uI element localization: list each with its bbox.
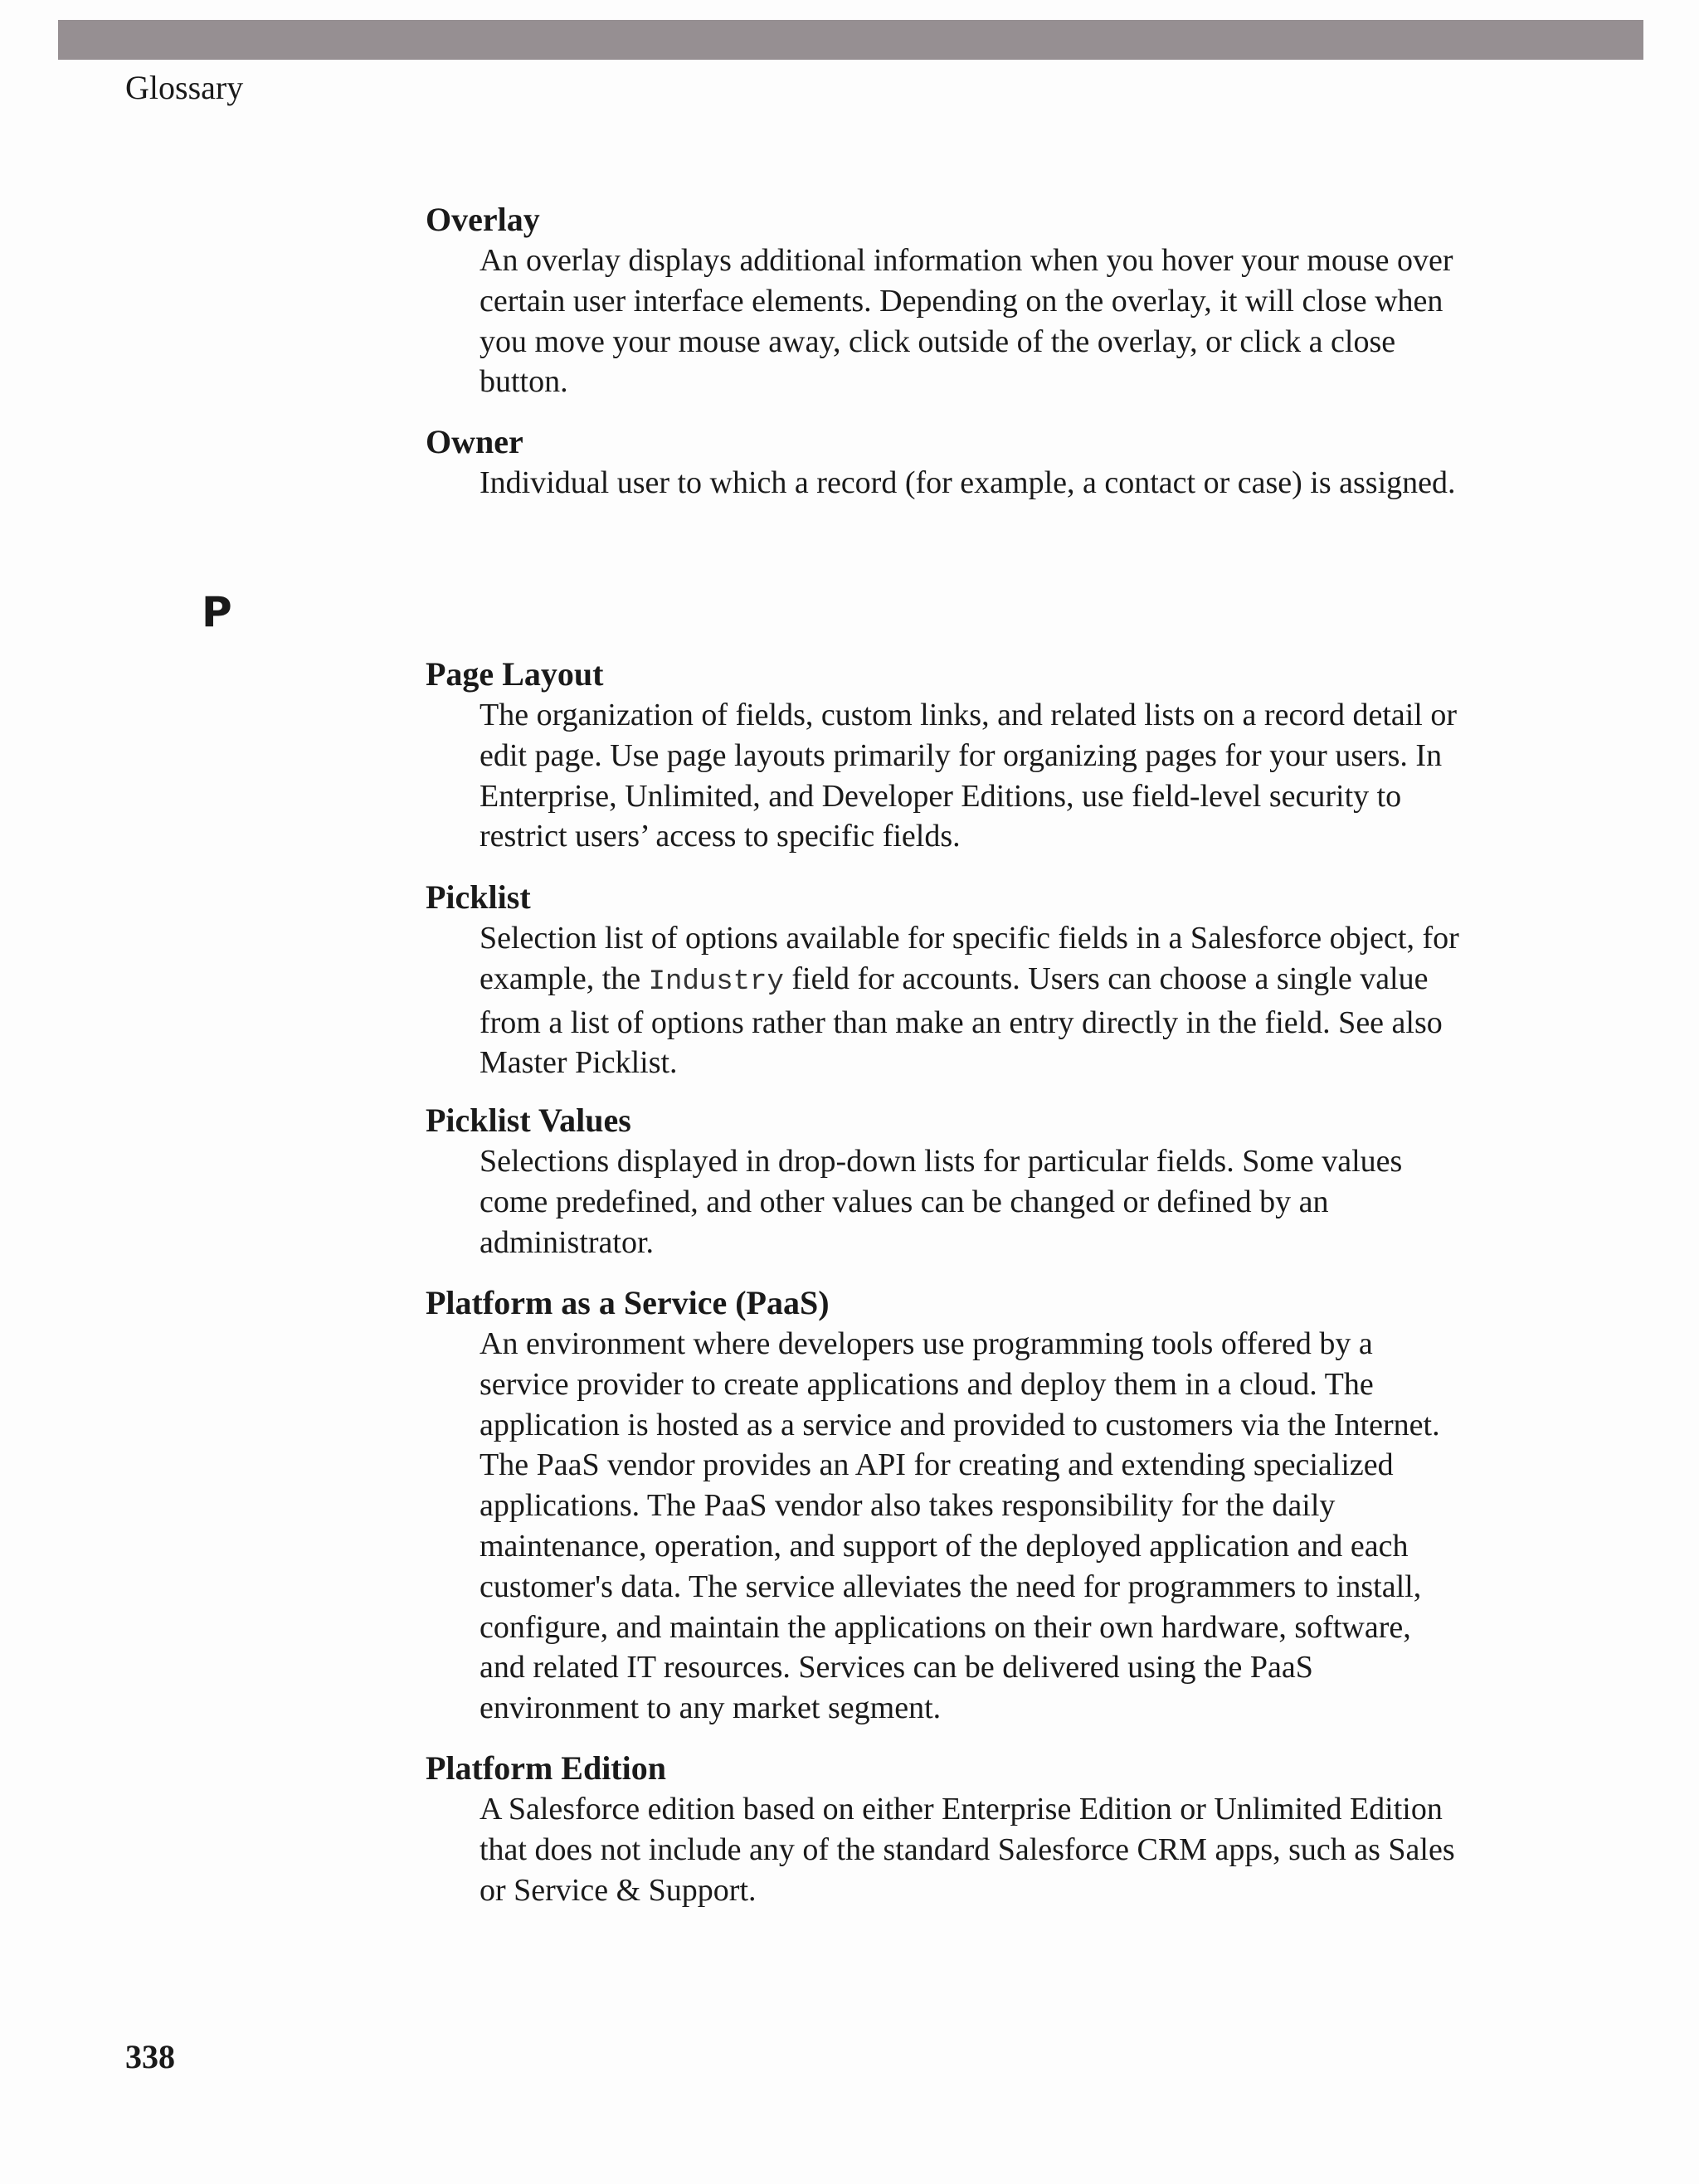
- glossary-entry-overlay: [426, 199, 1463, 402]
- glossary-entry-picklist: [426, 877, 1463, 1083]
- entry-definition: The organization of fields, custom links, and related lists on a record detail or edit page. Use page layouts primarily for organizing pages for your users. In Enterprise, Unlimited, and Developer Editions, use field-level security to restrict users’ access to specific fields.: [480, 698, 1458, 854]
- entry-term: Platform Edition: [426, 1749, 666, 1787]
- entry-term: Picklist Values: [426, 1102, 631, 1139]
- page-number: 338: [125, 2038, 175, 2075]
- glossary-entry-picklist-values: [426, 1100, 1463, 1262]
- entry-definition: Individual user to which a record (for example, a contact or case) is assigned.: [480, 465, 1456, 500]
- glossary-entry-owner: [426, 421, 1463, 503]
- code-term: Industry: [648, 966, 784, 998]
- entry-term: Page Layout: [426, 655, 604, 693]
- running-head: Glossary: [125, 69, 244, 106]
- glossary-entry-page-layout: [426, 654, 1463, 857]
- entry-definition: [480, 918, 1463, 1083]
- glossary-entry-platform-edition: [426, 1748, 1463, 1910]
- section-letter: P: [202, 588, 232, 636]
- entry-term: Overlay: [426, 201, 540, 238]
- entry-term: Owner: [426, 423, 523, 460]
- entry-definition: An environment where developers use programming tools offered by a service provider to create applications and deploy them in a cloud. The application is hosted as a service and provided to customers via the Internet. The PaaS vendor provides an API for creating and extending specialized applications. The PaaS vendor also takes responsibility for the daily maintenance, operation, and support of the deployed application and each customer's data. The service alleviates the need for programmers to install, configure, and maintain the applications on their own hardware, software, and related IT resources. Services can be delivered using the PaaS environment to any market segment.: [480, 1326, 1440, 1726]
- entry-term: Picklist: [426, 878, 531, 916]
- definition-text: Selection list of options available for specific fields in a Salesforce object, for example, the: [480, 921, 1459, 996]
- entry-definition: A Salesforce edition based on either Enterprise Edition or Unlimited Edition that does not include any of the standard Salesforce CRM apps, such as Sales or Service & Support.: [480, 1792, 1455, 1908]
- header-rule: [58, 20, 1643, 60]
- glossary-entry-paas: [426, 1282, 1463, 1729]
- entry-definition: Selections displayed in drop-down lists for particular fields. Some values come predefined, and other values can be changed or defined by an administrator.: [480, 1144, 1403, 1260]
- definition-text: field for accounts. Users can choose a single value from a list of options rather than make an entry directly in the field. See also Master Picklist.: [480, 961, 1443, 1081]
- entry-term: Platform as a Service (PaaS): [426, 1284, 830, 1321]
- entry-definition: An overlay displays additional information when you hover your mouse over certain user interface elements. Depending on the overlay, it will close when you move your mouse away, click outside of the overlay, or click a close button.: [480, 243, 1453, 400]
